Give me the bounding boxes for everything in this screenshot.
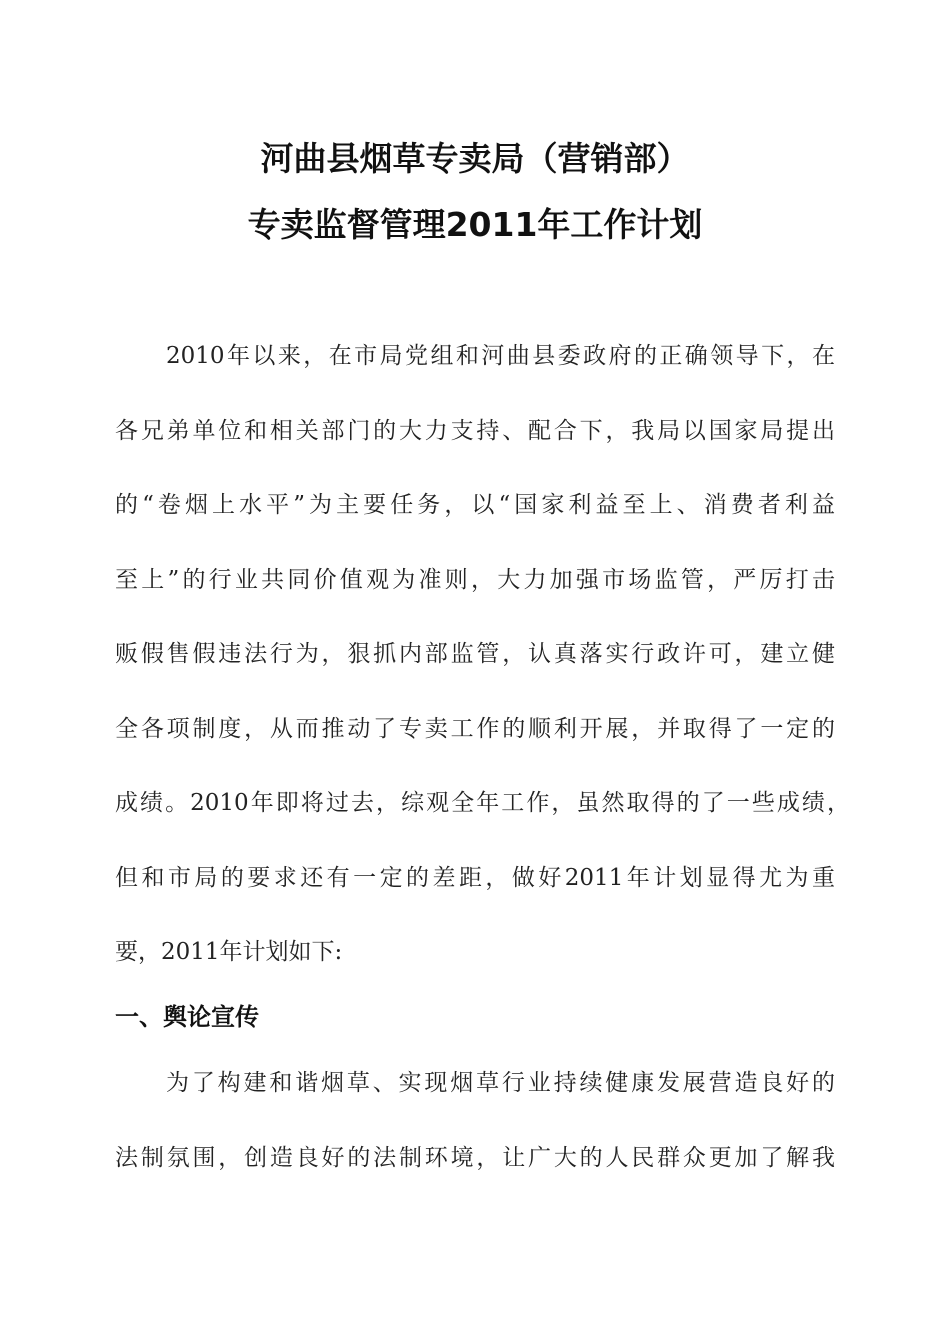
section-paragraph-line: 法制氛围，创造良好的法制环境，让广大的人民群众更加了解我 — [115, 1145, 835, 1171]
intro-paragraph-line: 的“卷烟上水平”为主要任务，以“国家利益至上、消费者利益 — [115, 492, 835, 518]
intro-paragraph-line: 2010年以来，在市局党组和河曲县委政府的正确领导下，在 — [166, 343, 835, 369]
intro-paragraph-line: 贩假售假违法行为，狠抓内部监管，认真落实行政许可，建立健 — [115, 641, 835, 667]
intro-paragraph-line: 至上”的行业共同价值观为准则，大力加强市场监管，严厉打击 — [115, 567, 835, 593]
intro-paragraph-line: 但和市局的要求还有一定的差距，做好2011年计划显得尤为重 — [115, 865, 835, 891]
intro-paragraph-line: 成绩。2010年即将过去，综观全年工作，虽然取得的了一些成绩， — [115, 790, 850, 816]
section-paragraph-line: 为了构建和谐烟草、实现烟草行业持续健康发展营造良好的 — [166, 1070, 835, 1096]
document-title-line-2: 专卖监督管理2011年工作计划 — [247, 205, 703, 244]
intro-paragraph-line: 各兄弟单位和相关部门的大力支持、配合下，我局以国家局提出 — [115, 418, 835, 444]
document-title-line-1: 河曲县烟草专卖局（营销部） — [260, 139, 690, 178]
intro-paragraph-line: 全各项制度，从而推动了专卖工作的顺利开展，并取得了一定的 — [115, 716, 835, 742]
section-heading-public-opinion: 一、舆论宣传 — [115, 1003, 259, 1031]
intro-paragraph-line: 要，2011年计划如下: — [115, 939, 343, 965]
